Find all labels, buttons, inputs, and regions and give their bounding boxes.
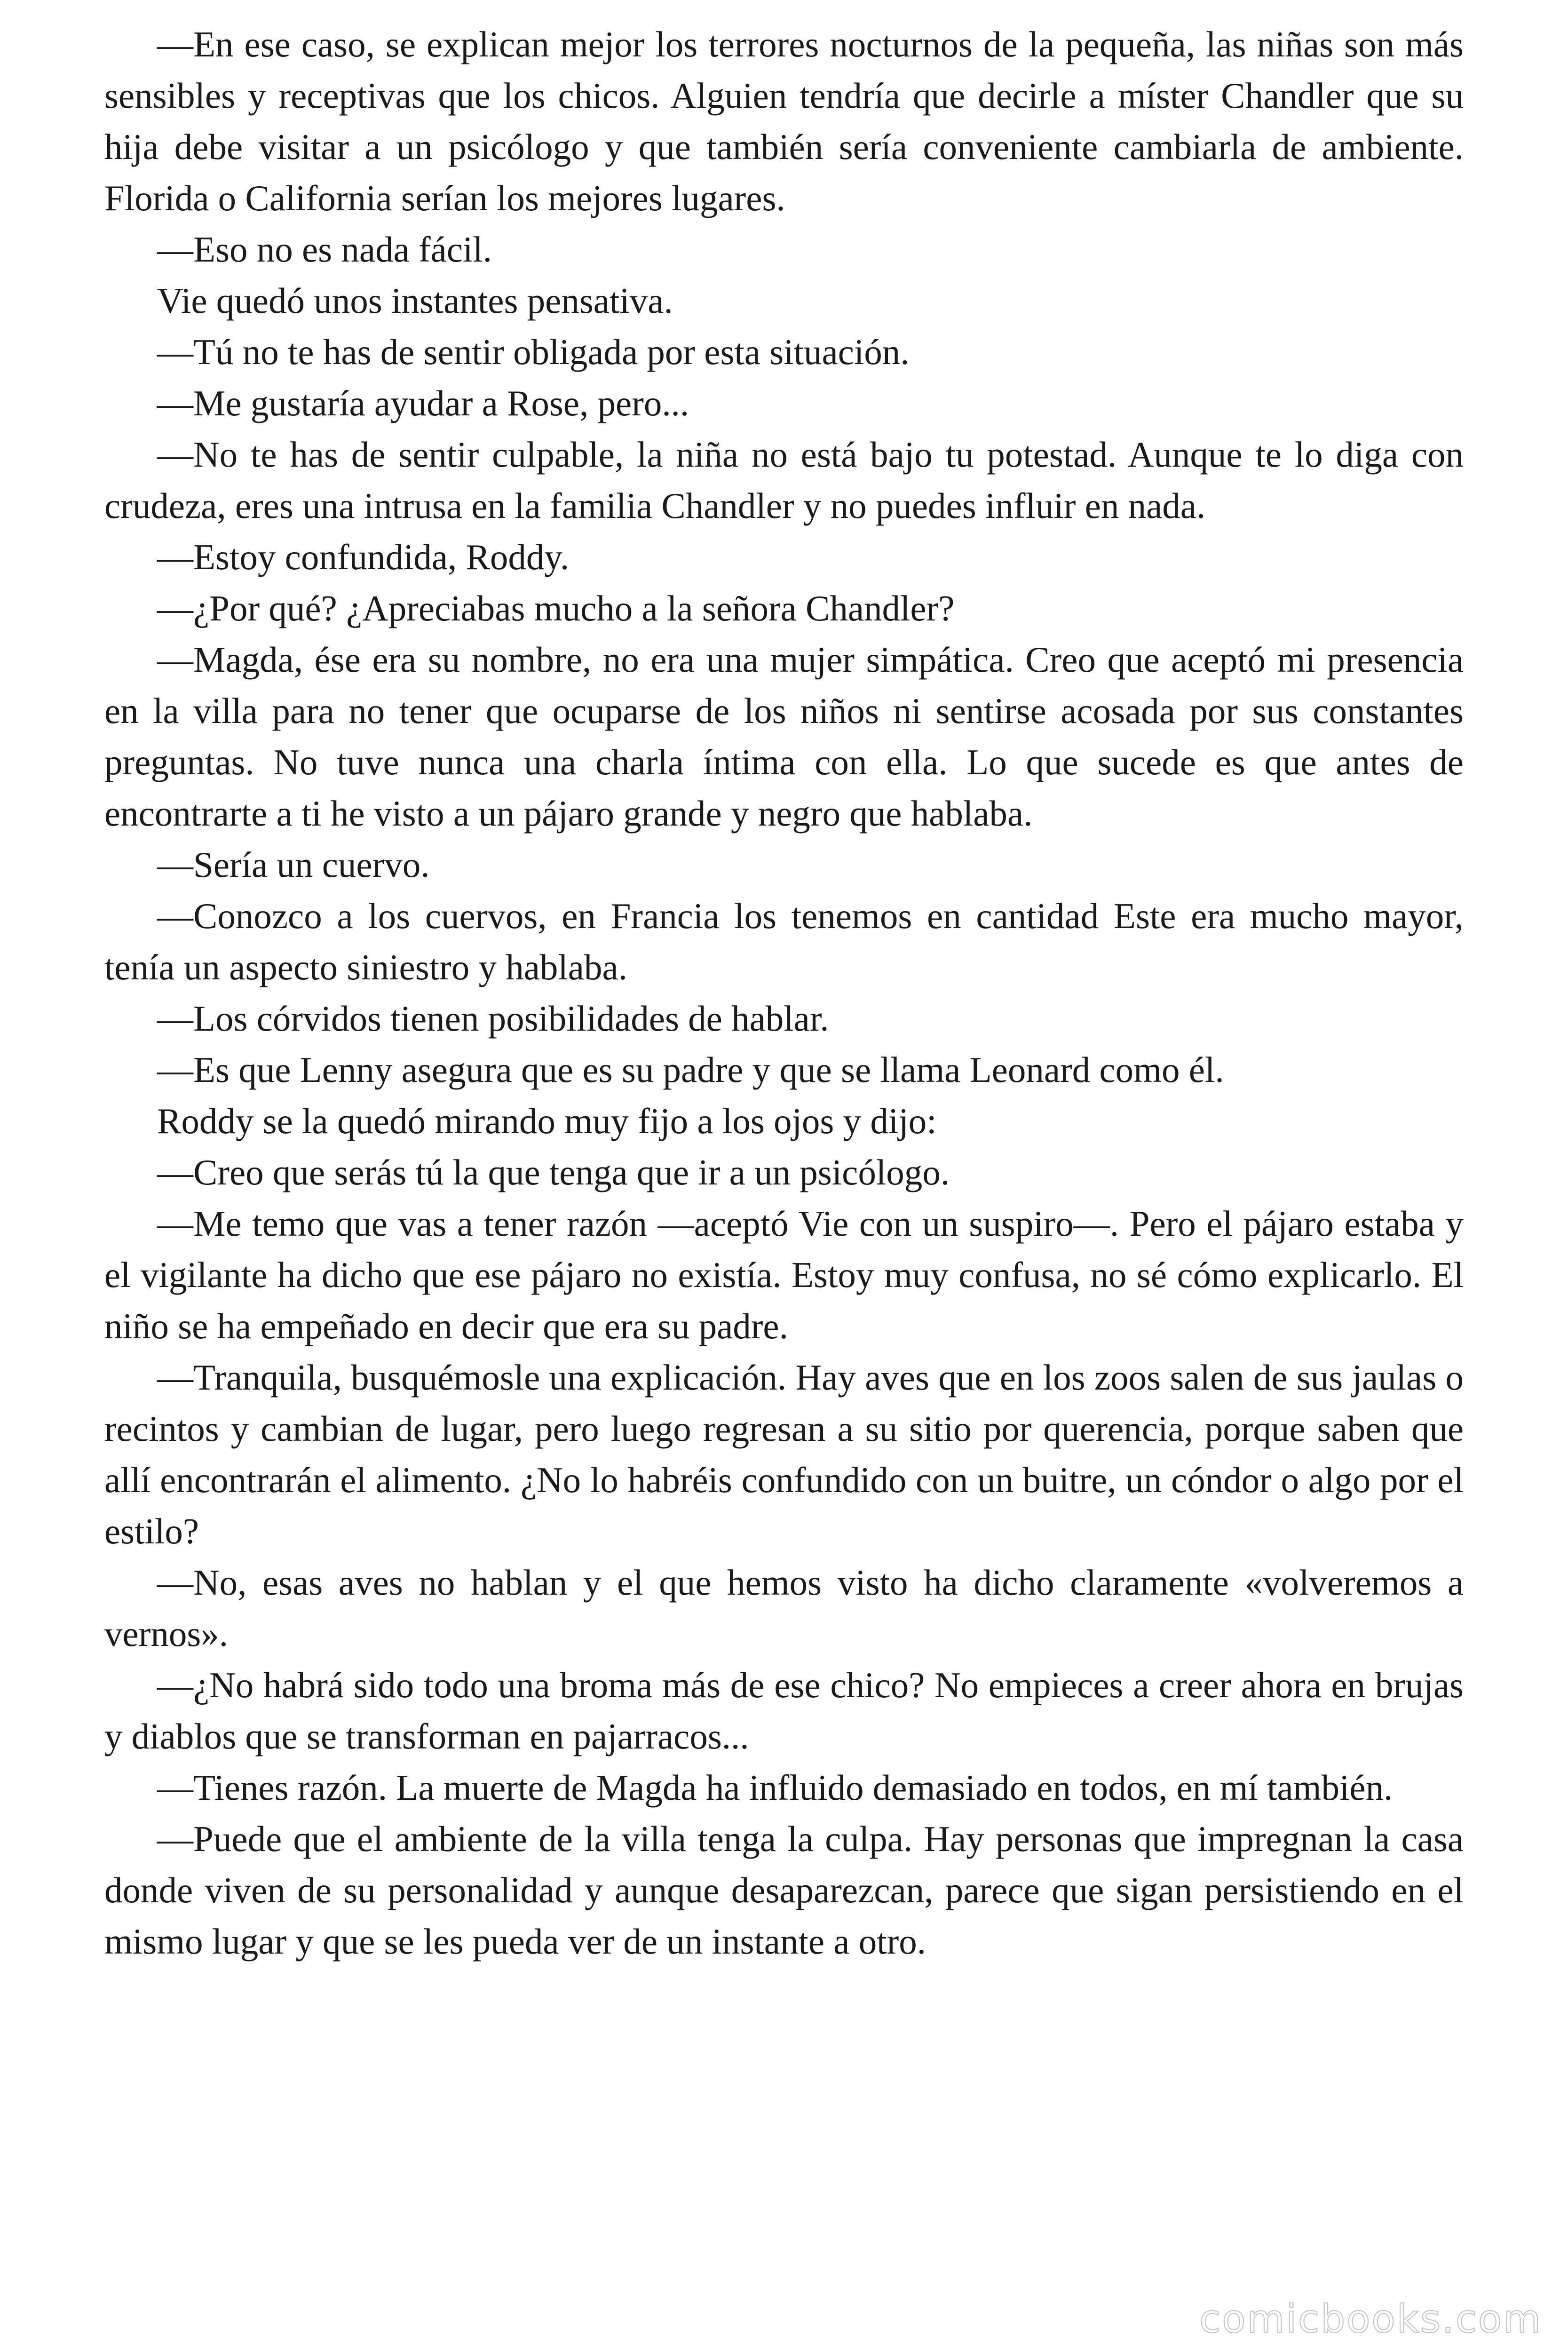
paragraph-19: —¿No habrá sido todo una broma más de ese chico? No empieces a creer ahora en brujas y diablos que se transforman en pajarracos... [104,1665,1464,1756]
paragraph-20: —Tienes razón. La muerte de Magda ha influido demasiado en todos, en mí también. [157,1767,1393,1808]
paragraph-4: —Tú no te has de sentir obligada por esta situación. [157,332,910,372]
paragraph-16: —Me temo que vas a tener razón —aceptó Vie con un suspiro—. Pero el pájaro estaba y el vigilante ha dicho que ese pájaro no existía. Estoy muy confusa, no sé cómo explicarlo. El niño se ha empeñado en decir que era su padre. [104,1203,1464,1346]
paragraph-13: —Es que Lenny asegura que es su padre y que se llama Leonard como él. [157,1049,1224,1090]
paragraph-11: —Conozco a los cuervos, en Francia los tenemos en cantidad Este era mucho mayor, tenía un aspecto siniestro y hablaba. [104,896,1464,987]
paragraph-6: —No te has de sentir culpable, la niña no está bajo tu potestad. Aunque te lo diga con crudeza, eres una intrusa en la familia Chandler y no puedes influir en nada. [104,434,1464,526]
paragraph-7: —Estoy confundida, Roddy. [157,537,570,577]
paragraph-9: —Magda, ése era su nombre, no era una mujer simpática. Creo que aceptó mi presencia en la villa para no tener que ocuparse de los niños ni sentirse acosada por sus constantes preguntas. No tuve nunca una charla íntima con ella. Lo que sucede es que antes de encontrarte a ti he visto a un pájaro grande y negro que hablaba. [104,639,1464,834]
watermark: comicbooks.com [1199,2297,1542,2342]
paragraph-10: —Sería un cuervo. [157,844,430,885]
paragraph-14: Roddy se la quedó mirando muy fijo a los ojos y dijo: [157,1101,937,1141]
paragraph-12: —Los córvidos tienen posibilidades de hablar. [157,998,829,1039]
paragraph-2: —Eso no es nada fácil. [157,229,492,270]
paragraph-15: —Creo que serás tú la que tenga que ir a un psicólogo. [157,1152,950,1192]
paragraph-3: Vie quedó unos instantes pensativa. [157,280,673,321]
page-body-text [104,19,1464,1967]
paragraph-17: —Tranquila, busquémosle una explicación. Hay aves que en los zoos salen de sus jaulas o recintos y cambian de lugar, pero luego regresan a su sitio por querencia, porque saben que allí encontrarán el alimento. ¿No lo habréis confundido con un buitre, un cóndor o algo por el estilo? [104,1357,1464,1551]
paragraph-18: —No, esas aves no hablan y el que hemos visto ha dicho claramente «volveremos a vernos». [104,1562,1464,1654]
paragraph-21: —Puede que el ambiente de la villa tenga la culpa. Hay personas que impregnan la casa donde viven de su personalidad y aunque desaparezcan, parece que sigan persistiendo en el mismo lugar y que se les pueda ver de un instante a otro. [104,1819,1464,1962]
paragraph-1: —En ese caso, se explican mejor los terrores nocturnos de la pequeña, las niñas son más sensibles y receptivas que los chicos. Alguien tendría que decirle a míster Chandler que su hija debe visitar a un psicólogo y que también sería conveniente cambiarla de ambiente. Florida o California serían los mejores lugares. [104,24,1464,218]
paragraph-5: —Me gustaría ayudar a Rose, pero... [157,383,689,423]
paragraph-8: —¿Por qué? ¿Apreciabas mucho a la señora Chandler? [157,588,955,628]
